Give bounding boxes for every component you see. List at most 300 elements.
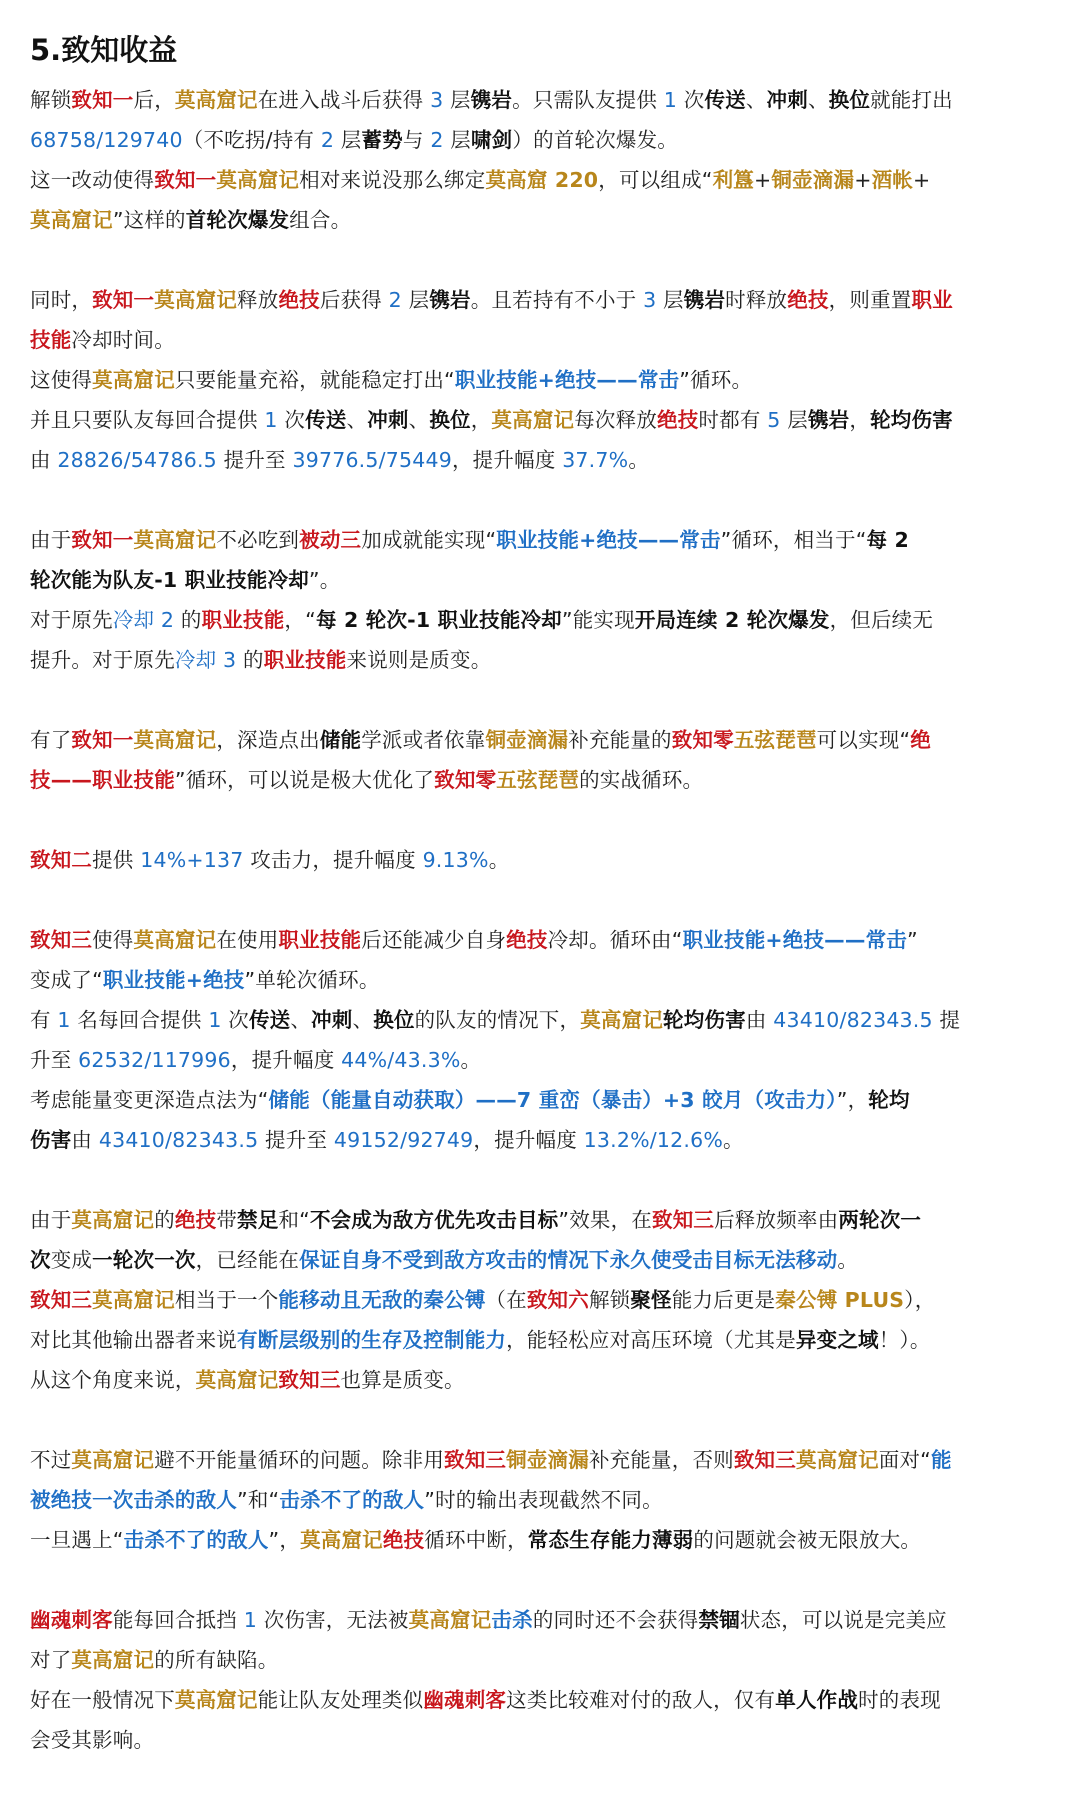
paragraph-gap <box>30 1560 1050 1600</box>
text-line <box>30 960 1050 1000</box>
highlight-red: 致知一 <box>71 88 134 112</box>
text-segment: 可以实现“ <box>816 728 911 752</box>
highlight-b: 单人作战 <box>775 1688 859 1712</box>
text-segment: ”效果，在 <box>558 1208 652 1232</box>
highlight-b: 聚怪 <box>630 1288 672 1312</box>
highlight-red: 绝技 <box>787 288 829 312</box>
highlight-b: 异变之域 <box>795 1328 879 1352</box>
highlight-red: 技能 <box>30 328 72 352</box>
highlight-red: 致知二 <box>30 848 93 872</box>
text-segment: 次 <box>677 88 705 112</box>
text-segment: 面对“ <box>878 1448 932 1472</box>
text-segment: ）的首轮次爆发。 <box>512 128 678 152</box>
text-segment: 提升。对于原先 <box>30 648 175 672</box>
text-segment: ”循环。 <box>679 368 753 392</box>
text-segment: ”， <box>268 1528 301 1552</box>
text-segment: 提 <box>932 1008 961 1032</box>
highlight-b: 镌岩 <box>429 288 471 312</box>
highlight-num: 2 <box>430 128 444 152</box>
text-segment: 、 <box>352 1008 374 1032</box>
text-line <box>30 80 1050 120</box>
highlight-gold: 莫高窟记 <box>174 88 258 112</box>
highlight-gold: 莫高窟记 <box>580 1008 664 1032</box>
highlight-red: 绝技 <box>174 1208 217 1232</box>
paragraph-gap <box>30 480 1050 520</box>
text-segment: 提升至 <box>216 448 293 472</box>
text-segment: 能让队友处理类似 <box>257 1688 424 1712</box>
highlight-gold: 莫高窟记 <box>92 1288 175 1312</box>
highlight-red: 绝技 <box>278 288 320 312</box>
highlight-gold: 莫高窟记 <box>133 528 217 552</box>
highlight-num: 1 <box>208 1008 222 1032</box>
text-line <box>30 760 1050 800</box>
highlight-b: 蓄势 <box>361 128 403 152</box>
text-segment: 状态，可以说是完美应 <box>739 1608 947 1632</box>
text-segment: 提供 <box>92 848 141 872</box>
text-segment: 由于 <box>30 1208 72 1232</box>
text-segment: 的 <box>154 1208 175 1232</box>
paragraph <box>30 840 1050 880</box>
text-segment: 层 <box>780 408 808 432</box>
highlight-red: 致知零 <box>671 728 734 752</box>
text-segment: 。 <box>837 1248 859 1272</box>
text-segment: ， <box>849 408 871 432</box>
text-line <box>30 360 1050 400</box>
section-title: 5.致知收益 <box>30 33 178 67</box>
text-segment: ）， <box>904 1288 936 1312</box>
highlight-red: 职业技能 <box>278 928 362 952</box>
highlight-b: 每 2 轮次-1 职业技能冷却 <box>315 608 562 632</box>
highlight-red: 致知一 <box>92 288 155 312</box>
text-line <box>30 1200 1050 1240</box>
text-segment: 攻击力，提升幅度 <box>243 848 423 872</box>
highlight-blue: 击杀不了的敌人 <box>123 1528 269 1552</box>
highlight-red: 职业技能 <box>201 608 285 632</box>
text-segment: 使得 <box>92 928 134 952</box>
highlight-b: 换位 <box>429 408 471 432</box>
text-line <box>30 640 1050 680</box>
highlight-red: 致知三 <box>278 1368 341 1392</box>
highlight-red: 绝技 <box>382 1528 425 1552</box>
highlight-gold: 莫高窟记 <box>195 1368 279 1392</box>
text-line <box>30 1440 1050 1480</box>
text-segment: ”， <box>836 1088 869 1112</box>
text-segment: 的实战循环。 <box>579 768 704 792</box>
highlight-num: 62532/117996 <box>78 1048 231 1072</box>
highlight-num: 43410/82343.5 <box>98 1128 259 1152</box>
highlight-gold: 五弦琵琶 <box>733 728 817 752</box>
text-segment: 、 <box>346 408 368 432</box>
highlight-b: 镌岩 <box>470 88 513 112</box>
highlight-gold: 莫高窟记 <box>795 1448 879 1472</box>
text-segment: 层 <box>334 128 362 152</box>
highlight-gold: 莫高窟记 <box>300 1528 383 1552</box>
text-segment: 来说则是质变。 <box>346 648 492 672</box>
highlight-red: 致知三 <box>30 1288 93 1312</box>
text-segment: 后， <box>133 88 175 112</box>
highlight-b: 每 2 <box>866 528 910 552</box>
text-segment: 。且若持有不小于 <box>470 288 644 312</box>
highlight-red: 技——职业技能 <box>30 768 175 792</box>
highlight-gold: 莫高窟记 <box>174 1688 258 1712</box>
text-segment: 后释放频率由 <box>714 1208 839 1232</box>
highlight-blue: 职业技能+绝技——常击 <box>454 368 680 392</box>
text-segment: 就能打出 <box>870 88 953 112</box>
text-segment: 层 <box>401 288 430 312</box>
highlight-gold: 莫高窟记 <box>71 1208 155 1232</box>
highlight-blue: 有断层级别的生存及控制能力 <box>237 1328 507 1352</box>
highlight-red: 致知零 <box>434 768 497 792</box>
text-segment: 次 <box>277 408 306 432</box>
text-segment: 这类比较难对付的敌人，仅有 <box>506 1688 776 1712</box>
text-segment: 由于 <box>30 528 72 552</box>
text-segment: 好在一般情况下 <box>30 1688 175 1712</box>
text-segment: 提升至 <box>258 1128 334 1152</box>
highlight-blue: 职业技能+绝技——常击 <box>682 928 907 952</box>
text-segment: 层 <box>443 88 471 112</box>
highlight-num: 39776.5/75449 <box>292 448 452 472</box>
highlight-red: 职业 <box>911 288 953 312</box>
paragraph <box>30 280 1050 480</box>
text-line <box>30 1320 1050 1360</box>
text-segment: 一旦遇上“ <box>30 1528 124 1552</box>
text-segment: 会受其影响。 <box>30 1728 155 1752</box>
highlight-b: 换位 <box>828 88 871 112</box>
highlight-b: 储能 <box>319 728 362 752</box>
highlight-red: 绝 <box>910 728 931 752</box>
paragraph-gap <box>30 1160 1050 1200</box>
text-segment: 有 <box>30 1008 58 1032</box>
text-segment: 由 <box>71 1128 99 1152</box>
highlight-blue: 保证自身不受到敌方攻击的情况下永久使受击目标无法移动 <box>299 1248 838 1272</box>
text-segment: ”这样的 <box>112 208 186 232</box>
text-segment: 、 <box>807 88 829 112</box>
highlight-num: 冷却 3 <box>174 648 237 672</box>
text-segment: 组合。 <box>289 208 352 232</box>
paragraph-gap <box>30 800 1050 840</box>
text-line <box>30 1120 1050 1160</box>
text-segment: ，可以组成“ <box>598 168 713 192</box>
paragraph-gap <box>30 240 1050 280</box>
text-segment: 由 <box>745 1008 774 1032</box>
text-segment: 的队友的情况下， <box>414 1008 581 1032</box>
highlight-red: 幽魂刺客 <box>423 1688 507 1712</box>
text-segment: 。只需队友提供 <box>512 88 664 112</box>
text-line <box>30 840 1050 880</box>
highlight-b: 冲刺 <box>367 408 409 432</box>
text-segment: 并且只要队友每回合提供 <box>30 408 265 432</box>
highlight-gold: 莫高窟记 <box>71 1448 155 1472</box>
text-segment: 的问题就会被无限放大。 <box>693 1528 922 1552</box>
text-segment: 有了 <box>30 728 72 752</box>
highlight-red: 绝技 <box>506 928 548 952</box>
highlight-red: 致知三 <box>733 1448 796 1472</box>
highlight-red: 致知六 <box>526 1288 589 1312</box>
highlight-b: 禁锢 <box>698 1608 740 1632</box>
text-segment: 同时， <box>30 288 93 312</box>
text-segment: 、 <box>408 408 430 432</box>
highlight-num: 13.2%/12.6% <box>583 1128 723 1152</box>
text-segment: 时释放 <box>725 288 788 312</box>
highlight-gold: 铜壶滴漏 <box>771 168 855 192</box>
text-segment: 、 <box>745 88 767 112</box>
text-segment: ，提升幅度 <box>230 1048 342 1072</box>
highlight-num: 冷却 2 <box>112 608 175 632</box>
text-segment: 由 <box>30 448 58 472</box>
highlight-b: 轮均伤害 <box>870 408 953 432</box>
text-segment: 冷却。循环由“ <box>547 928 683 952</box>
highlight-b: 镌岩 <box>807 408 850 432</box>
highlight-red: 绝技 <box>657 408 699 432</box>
text-segment: 学派或者依靠 <box>361 728 486 752</box>
highlight-gold: 莫高窟记 <box>154 288 238 312</box>
text-segment: 名每回合提供 <box>70 1008 209 1032</box>
text-segment: 带 <box>216 1208 238 1232</box>
text-segment: 。 <box>723 1128 744 1152</box>
text-segment: 对于原先 <box>30 608 113 632</box>
highlight-num: 28826/54786.5 <box>57 448 217 472</box>
text-segment: 只要能量充裕，就能稳定打出“ <box>174 368 455 392</box>
text-segment: 释放 <box>237 288 279 312</box>
text-segment: 避不开能量循环的问题。除非用 <box>154 1448 445 1472</box>
text-segment: 的同时还不会获得 <box>532 1608 699 1632</box>
text-segment: 不必吃到 <box>216 528 300 552</box>
text-segment: ”循环，可以说是极大优化了 <box>174 768 435 792</box>
text-segment: 在使用 <box>216 928 279 952</box>
text-line <box>30 1360 1050 1400</box>
highlight-red: 致知三 <box>652 1208 715 1232</box>
text-line <box>30 280 1050 320</box>
highlight-num: 14%+137 <box>140 848 244 872</box>
text-segment: 变成 <box>50 1248 93 1272</box>
text-segment: ，则重置 <box>828 288 912 312</box>
text-line <box>30 1040 1050 1080</box>
text-segment: ”时的输出表现截然不同。 <box>424 1488 663 1512</box>
paragraph <box>30 520 1050 680</box>
text-segment: 变成了“ <box>30 968 103 992</box>
text-line <box>30 1640 1050 1680</box>
text-segment: ”单轮次循环。 <box>244 968 380 992</box>
highlight-b: 啸剑 <box>470 128 513 152</box>
text-segment: + <box>913 168 931 192</box>
highlight-b: 次 <box>30 1248 51 1272</box>
text-segment: 不过 <box>30 1448 72 1472</box>
highlight-num: 1 <box>663 88 678 112</box>
text-segment: 升至 <box>30 1048 79 1072</box>
text-segment: （在 <box>485 1288 527 1312</box>
text-line <box>30 1680 1050 1720</box>
text-line <box>30 440 1050 480</box>
highlight-b: 传送 <box>248 1008 291 1032</box>
highlight-num: 3 <box>643 288 657 312</box>
highlight-red: 致知一 <box>71 528 134 552</box>
text-line <box>30 200 1050 240</box>
highlight-b: 换位 <box>373 1008 415 1032</box>
highlight-red: 致知一 <box>154 168 217 192</box>
highlight-gold: 铜壶滴漏 <box>485 728 569 752</box>
text-segment: 对比其他输出器者来说 <box>30 1328 237 1352</box>
text-segment: 时的表现 <box>858 1688 941 1712</box>
text-line <box>30 1600 1050 1640</box>
text-segment: ”能实现 <box>561 608 635 632</box>
text-segment: 的 <box>174 608 202 632</box>
highlight-blue: 击杀 <box>491 1608 533 1632</box>
paragraph <box>30 1440 1050 1560</box>
text-line <box>30 1080 1050 1120</box>
highlight-b: 常态生存能力薄弱 <box>527 1528 694 1552</box>
highlight-b: 一轮次一次 <box>92 1248 196 1272</box>
highlight-blue: 职业技能+绝技 <box>102 968 245 992</box>
highlight-num: 9.13% <box>422 848 489 872</box>
highlight-num: 68758/129740 <box>30 128 183 152</box>
text-line <box>30 1720 1050 1760</box>
article-body <box>30 80 1050 1760</box>
highlight-b: 传送 <box>305 408 347 432</box>
text-segment: 和“ <box>278 1208 310 1232</box>
highlight-blue: 职业技能+绝技——常击 <box>496 528 721 552</box>
text-segment: 后还能减少自身 <box>361 928 507 952</box>
text-segment: ，能轻松应对高压环境（尤其是 <box>506 1328 796 1352</box>
highlight-blue: 被绝技一次击杀的敌人 <box>30 1488 237 1512</box>
highlight-num: 1 <box>57 1008 71 1032</box>
text-segment: 从这个角度来说， <box>30 1368 196 1392</box>
highlight-gold: 莫高窟记 <box>133 728 217 752</box>
text-segment: ，“ <box>284 608 316 632</box>
highlight-blue: 击杀不了的敌人 <box>279 1488 425 1512</box>
highlight-gold: 利簋 <box>712 168 755 192</box>
highlight-gold: 莫高窟记 <box>491 408 575 432</box>
highlight-num: 43410/82343.5 <box>773 1008 933 1032</box>
text-line <box>30 600 1050 640</box>
text-segment: 层 <box>443 128 471 152</box>
text-segment: ”和“ <box>237 1488 280 1512</box>
text-line <box>30 1280 1050 1320</box>
text-segment: 相当于一个 <box>174 1288 279 1312</box>
text-line <box>30 160 1050 200</box>
highlight-b: 禁足 <box>237 1208 279 1232</box>
highlight-num: 1 <box>264 408 278 432</box>
paragraph <box>30 920 1050 1160</box>
text-segment: 对了 <box>30 1648 72 1672</box>
text-segment: ，但后续无 <box>829 608 934 632</box>
text-line <box>30 320 1050 360</box>
highlight-b: 轮均伤害 <box>663 1008 746 1032</box>
highlight-b: 冲刺 <box>311 1008 353 1032</box>
highlight-red: 被动三 <box>299 528 362 552</box>
highlight-gold: 莫高窟记 <box>30 208 113 232</box>
text-line <box>30 120 1050 160</box>
highlight-gold: 秦公镈 PLUS <box>775 1288 905 1312</box>
highlight-blue: 储能（能量自动获取）——7 重峦（暴击）+3 皎月（攻击力） <box>268 1088 837 1112</box>
text-segment: 补充能量的 <box>568 728 672 752</box>
highlight-blue: 能 <box>931 1448 952 1472</box>
text-segment: 能每回合抵挡 <box>112 1608 244 1632</box>
highlight-gold: 莫高窟记 <box>408 1608 492 1632</box>
text-segment: ，已经能在 <box>195 1248 300 1272</box>
text-segment: 也算是质变。 <box>340 1368 465 1392</box>
highlight-gold: 莫高窟记 <box>71 1648 155 1672</box>
highlight-num: 5 <box>767 408 781 432</box>
text-segment: + <box>854 168 872 192</box>
paragraph-gap <box>30 680 1050 720</box>
highlight-num: 3 <box>430 88 444 112</box>
text-segment: 加成就能实现“ <box>361 528 497 552</box>
text-line <box>30 920 1050 960</box>
text-line <box>30 1480 1050 1520</box>
text-segment: 能力后更是 <box>671 1288 776 1312</box>
highlight-num: 44%/43.3% <box>341 1048 461 1072</box>
text-segment: ”循环，相当于“ <box>720 528 867 552</box>
highlight-gold: 莫高窟记 <box>133 928 217 952</box>
text-segment: 次 <box>221 1008 249 1032</box>
highlight-red: 职业技能 <box>263 648 347 672</box>
text-segment: ， <box>470 408 492 432</box>
text-segment: 冷却时间。 <box>71 328 175 352</box>
paragraph <box>30 1600 1050 1760</box>
text-segment: 的 <box>236 648 264 672</box>
text-segment: 在进入战斗后获得 <box>257 88 431 112</box>
text-line <box>30 400 1050 440</box>
highlight-b: 传送 <box>704 88 746 112</box>
text-segment: ，深造点出 <box>216 728 320 752</box>
text-segment: ，提升幅度 <box>473 1128 584 1152</box>
text-line <box>30 1240 1050 1280</box>
text-segment: ” <box>906 928 918 952</box>
text-segment: 、 <box>290 1008 312 1032</box>
paragraph-gap <box>30 1400 1050 1440</box>
text-segment: 的所有缺陷。 <box>154 1648 279 1672</box>
highlight-b: 伤害 <box>30 1128 72 1152</box>
highlight-num: 1 <box>243 1608 257 1632</box>
highlight-num: 2 <box>320 128 335 152</box>
text-segment: ，提升幅度 <box>451 448 563 472</box>
highlight-num: 2 <box>388 288 402 312</box>
highlight-gold: 铜壶滴漏 <box>506 1448 589 1472</box>
text-segment: 。 <box>460 1048 482 1072</box>
highlight-b: 首轮次爆发 <box>185 208 290 232</box>
highlight-gold: 酒帐 <box>871 168 914 192</box>
highlight-gold: 莫高窟记 <box>92 368 175 392</box>
highlight-b: 轮均 <box>868 1088 910 1112</box>
text-segment: 时都有 <box>698 408 768 432</box>
highlight-num: 49152/92749 <box>333 1128 474 1152</box>
text-segment: 相对来说没那么绑定 <box>299 168 486 192</box>
text-segment: 每次释放 <box>574 408 658 432</box>
highlight-gold: 莫高窟记 <box>216 168 300 192</box>
highlight-num: 37.7% <box>562 448 629 472</box>
text-segment: + <box>754 168 772 192</box>
highlight-b: 镌岩 <box>683 288 726 312</box>
text-segment: 这使得 <box>30 368 93 392</box>
highlight-red: 致知三 <box>30 928 93 952</box>
highlight-b: 不会成为敌方优先攻击目标 <box>309 1208 559 1232</box>
highlight-b: 两轮次一 <box>838 1208 922 1232</box>
text-line <box>30 560 1050 600</box>
text-line <box>30 520 1050 560</box>
text-line <box>30 720 1050 760</box>
highlight-gold: 莫高窟 220 <box>485 168 599 192</box>
highlight-red: 致知三 <box>444 1448 507 1472</box>
paragraph <box>30 1200 1050 1400</box>
highlight-red: 致知一 <box>71 728 134 752</box>
highlight-b: 轮次能为队友-1 职业技能冷却 <box>30 568 309 592</box>
text-segment: 考虑能量变更深造点法为“ <box>30 1088 269 1112</box>
text-segment: 后获得 <box>319 288 389 312</box>
paragraph <box>30 80 1050 240</box>
text-segment: 循环中断， <box>424 1528 528 1552</box>
text-line <box>30 1520 1050 1560</box>
highlight-b: 冲刺 <box>766 88 808 112</box>
